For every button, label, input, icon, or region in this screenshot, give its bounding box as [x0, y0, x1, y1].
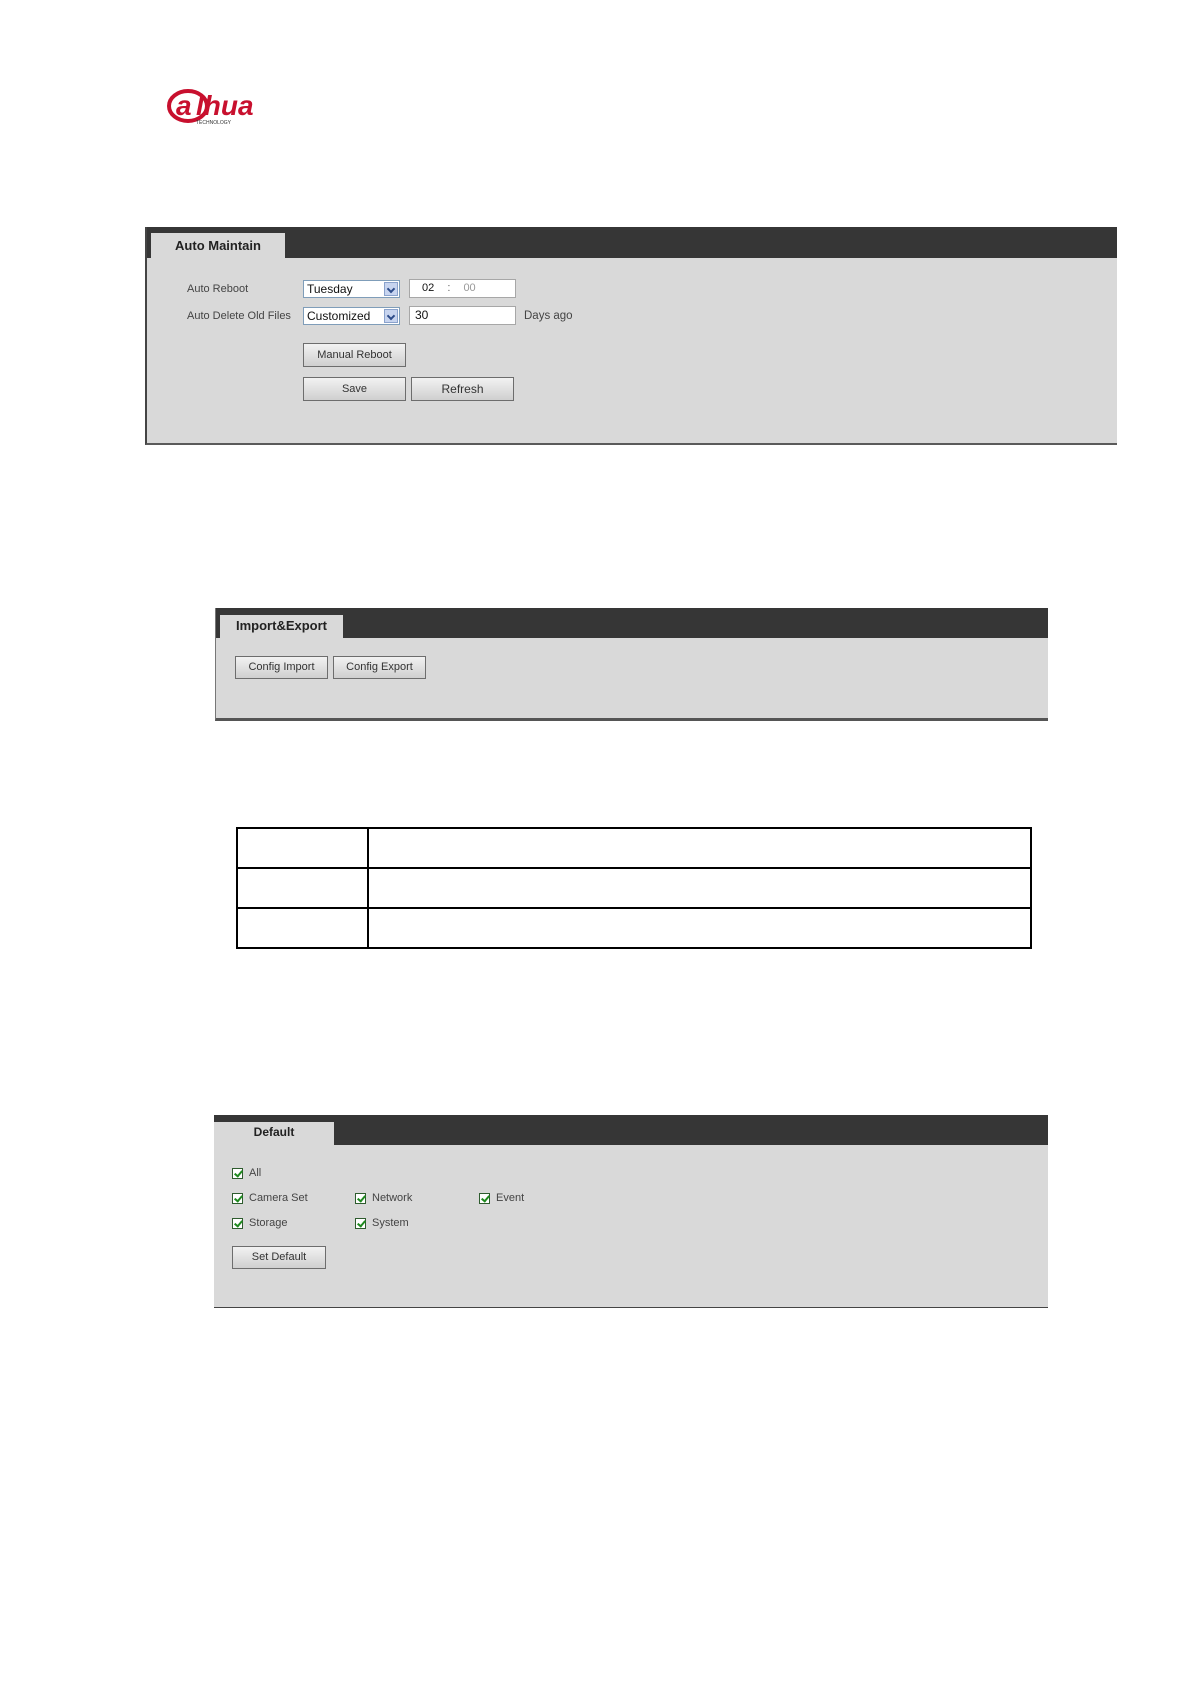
checkbox-checked-icon[interactable] [232, 1218, 243, 1229]
svg-text:TECHNOLOGY: TECHNOLOGY [196, 120, 232, 126]
set-default-button[interactable]: Set Default [232, 1246, 326, 1269]
auto-delete-mode-select[interactable] [303, 307, 400, 325]
checkbox-checked-icon[interactable] [232, 1168, 243, 1179]
panel-header-bar [214, 1115, 1048, 1145]
config-import-button[interactable]: Config Import [235, 656, 328, 679]
network-label: Network [372, 1192, 413, 1204]
auto-reboot-label: Auto Reboot [187, 283, 249, 295]
tab-default[interactable]: Default [214, 1122, 334, 1145]
auto-reboot-day-select[interactable] [303, 280, 400, 298]
all-checkbox[interactable] [232, 1167, 261, 1179]
import-export-panel [215, 608, 1048, 721]
checkbox-checked-icon[interactable] [232, 1193, 243, 1204]
storage-checkbox[interactable] [232, 1217, 288, 1229]
auto-reboot-hour[interactable]: 02 [422, 282, 435, 294]
description-table [236, 827, 1032, 949]
config-export-button[interactable]: Config Export [333, 656, 426, 679]
all-label: All [249, 1167, 262, 1179]
camera-set-label: Camera Set [249, 1192, 308, 1204]
camera-set-checkbox[interactable] [232, 1192, 308, 1204]
event-checkbox[interactable] [479, 1192, 524, 1204]
auto-reboot-time-input[interactable] [409, 279, 516, 298]
table-cell [368, 868, 1031, 908]
auto-delete-label: Auto Delete Old Files [187, 310, 291, 322]
refresh-button[interactable]: Refresh [411, 377, 514, 401]
time-separator: : [447, 282, 451, 294]
tab-import-export[interactable]: Import&Export [220, 615, 343, 638]
event-label: Event [496, 1192, 525, 1204]
auto-maintain-panel [145, 227, 1117, 445]
checkbox-checked-icon[interactable] [355, 1193, 366, 1204]
panel-header-bar [147, 227, 1117, 258]
svg-text:lhua: lhua [196, 90, 254, 121]
system-label: System [372, 1217, 409, 1229]
days-ago-label: Days ago [524, 310, 573, 322]
auto-delete-mode-value: Customized [307, 309, 371, 323]
system-checkbox[interactable] [355, 1217, 409, 1229]
table-cell [368, 828, 1031, 868]
checkbox-checked-icon[interactable] [479, 1193, 490, 1204]
manual-reboot-button[interactable]: Manual Reboot [303, 343, 406, 367]
default-panel [214, 1115, 1048, 1308]
storage-label: Storage [249, 1217, 288, 1229]
save-button[interactable]: Save [303, 377, 406, 401]
checkbox-checked-icon[interactable] [355, 1218, 366, 1229]
svg-text:a: a [176, 90, 192, 121]
auto-reboot-minute[interactable]: 00 [463, 282, 476, 294]
auto-reboot-day-value: Tuesday [307, 282, 353, 296]
table-cell [237, 828, 368, 868]
table-row [237, 828, 1031, 868]
table-row [237, 868, 1031, 908]
table-cell [237, 868, 368, 908]
table-cell [237, 908, 368, 948]
table-cell [368, 908, 1031, 948]
chevron-down-icon[interactable] [384, 309, 398, 323]
auto-delete-days-input[interactable]: 30 [409, 306, 516, 325]
chevron-down-icon[interactable] [384, 282, 398, 296]
dahua-logo [166, 86, 286, 128]
tab-auto-maintain[interactable]: Auto Maintain [151, 233, 285, 258]
table-row [237, 908, 1031, 948]
network-checkbox[interactable] [355, 1192, 412, 1204]
